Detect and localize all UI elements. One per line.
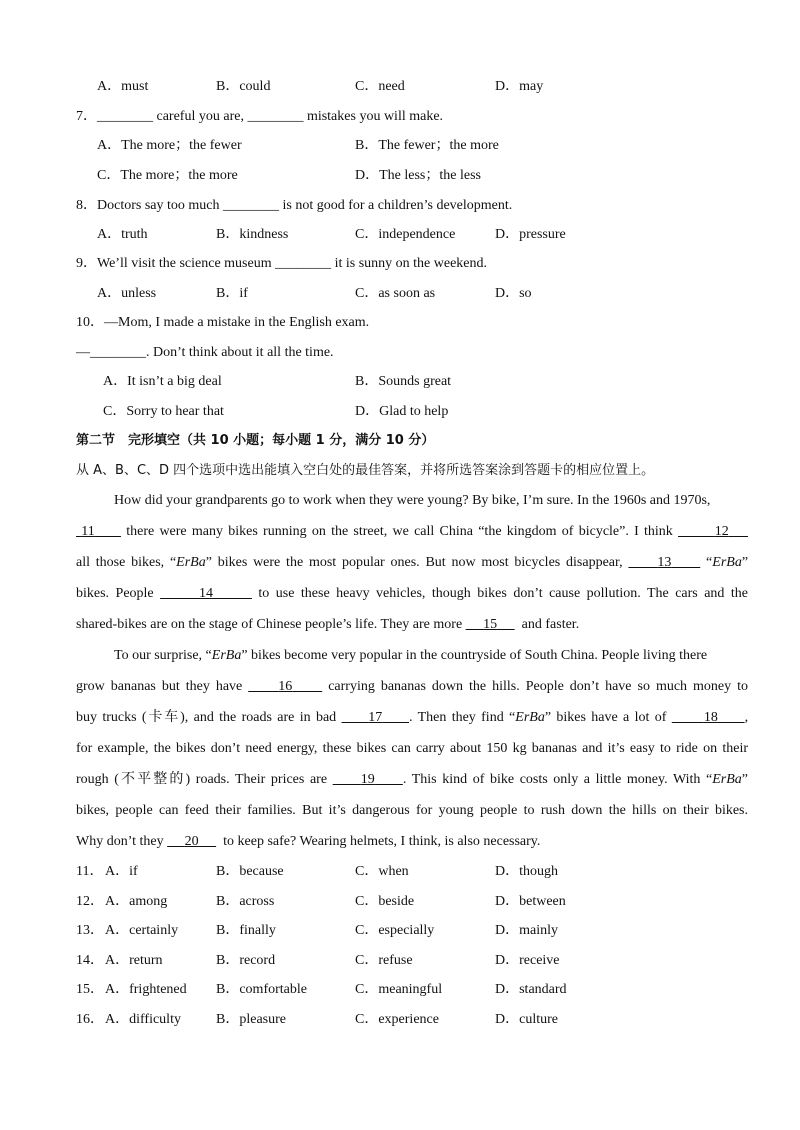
answer-option-b: B．because (216, 864, 284, 879)
q10-option-b: B．Sounds great (355, 374, 452, 389)
q10-stem: 10．—Mom, I made a mistake in the English exam. (76, 315, 370, 330)
passage-line: for example, the bikes don’t need energy, these bikes can carry about 150 kg bananas and it’s easy to ride on their (76, 741, 748, 756)
q8-option-c: C．independence (355, 227, 456, 242)
q6-option-a: A．must (97, 79, 149, 94)
q10-option-a: A．It isn’t a big deal (103, 374, 222, 389)
answer-option-b: B．finally (216, 923, 276, 938)
q6-option-c: C．need (355, 79, 405, 94)
blank-20: 20 (184, 834, 199, 849)
blank-15: 15 (483, 617, 498, 632)
passage-line: 11 there were many bikes running on the street, we call China “the kingdom of bicycle”. I think 12 (76, 523, 748, 554)
passage-line: How did your grandparents go to work when they were young? By bike, I’m sure. In the 1960s and 1970s, (114, 493, 711, 508)
answer-option-d: D．mainly (495, 923, 558, 938)
blank-14: 14 (199, 586, 214, 601)
blank-17: 17 (368, 710, 383, 725)
passage-line: rough (不平整的) roads. Their prices are 19 . This kind of bike costs only a little money. With “ErBa” (76, 772, 749, 787)
q9-option-d: D．so (495, 286, 532, 301)
answer-option-c: C．refuse (355, 953, 413, 968)
answer-option-c: C．experience (355, 1012, 439, 1027)
q7-option-c: C．The more；the more (97, 168, 238, 183)
answer-option-c: C．especially (355, 923, 435, 938)
passage-line: buy trucks (卡车), and the roads are in bad 17 . Then they find “ErBa” bikes have a lot of 18 , (76, 710, 749, 725)
q7-option-d: D．The less；the less (355, 168, 481, 183)
answer-option-b: B．pleasure (216, 1012, 286, 1027)
q7-option-a: A．The more；the fewer (97, 138, 242, 153)
answer-option-b: B．across (216, 894, 275, 909)
q8-option-d: D．pressure (495, 227, 566, 242)
section-title: 第二节 完形填空（共 10 小题；每小题 1 分，满分 10 分） (76, 433, 435, 448)
passage-line: bikes, people can feed their families. But it’s dangerous for young people to rush down the hills on their bikes. (76, 803, 748, 818)
passage-line: To our surprise, “ErBa” bikes become very popular in the countryside of South China. People living there (114, 648, 708, 663)
q9-option-a: A．unless (97, 286, 157, 301)
answer-option-a: A．return (105, 953, 163, 968)
q7-stem: 7．________ careful you are, ________ mistakes you will make. (76, 109, 444, 124)
answer-number: 11． (76, 864, 104, 879)
q8-stem: 8．Doctors say too much ________ is not good for a children’s development. (76, 198, 513, 213)
blank-16: 16 (278, 679, 293, 694)
answer-option-a: A．difficulty (105, 1012, 181, 1027)
q7-option-b: B．The fewer；the more (355, 138, 499, 153)
passage-line: grow bananas but they have 16 carrying bananas down the hills. People don’t have so much money to (76, 679, 749, 694)
answer-number: 15． (76, 982, 104, 997)
answer-option-b: B．record (216, 953, 276, 968)
answer-option-c: C．meaningful (355, 982, 443, 997)
q9-option-b: B．if (216, 286, 248, 301)
blank-13: 13 (657, 555, 672, 570)
q6-option-b: B．could (216, 79, 271, 94)
blank-11: 11 (81, 524, 95, 539)
passage-line: Why don’t they 20 to keep safe? Wearing helmets, I think, is also necessary. (76, 834, 541, 849)
q6-option-d: D．may (495, 79, 544, 94)
answer-option-a: A．certainly (105, 923, 179, 938)
q9-stem: 9．We’ll visit the science museum ________ it is sunny on the weekend. (76, 256, 488, 271)
q9-option-c: C．as soon as (355, 286, 436, 301)
q10-response: —________. Don’t think about it all the time. (76, 345, 334, 360)
passage-line: bikes. People 14 to use these heavy vehicles, though bikes don’t cause pollution. The cars and the (76, 586, 749, 601)
section-instruction: 从 A、B、C、D 四个选项中选出能填入空白处的最佳答案，并将所选答案涂到答题卡的相应位置上。 (76, 463, 655, 478)
blank-19: 19 (360, 772, 375, 787)
answer-option-d: D．culture (495, 1012, 558, 1027)
answer-number: 16． (76, 1012, 104, 1027)
answer-option-d: D．between (495, 894, 566, 909)
q10-option-c: C．Sorry to hear that (103, 404, 224, 419)
answer-number: 14． (76, 953, 104, 968)
answer-option-d: D．standard (495, 982, 567, 997)
blank-18: 18 (703, 710, 718, 725)
answer-option-c: C．when (355, 864, 409, 879)
answer-option-c: C．beside (355, 894, 415, 909)
answer-option-a: A．if (105, 864, 138, 879)
q10-option-d: D．Glad to help (355, 404, 449, 419)
answer-option-a: A．frightened (105, 982, 187, 997)
q8-option-a: A．truth (97, 227, 148, 242)
passage-line: shared-bikes are on the stage of Chinese people’s life. They are more 15 and faster. (76, 617, 580, 632)
answer-option-d: D．receive (495, 953, 560, 968)
q8-option-b: B．kindness (216, 227, 289, 242)
blank-12: 12 (714, 524, 729, 539)
answer-number: 12． (76, 894, 104, 909)
answer-option-a: A．among (105, 894, 168, 909)
answer-number: 13． (76, 923, 104, 938)
answer-option-b: B．comfortable (216, 982, 307, 997)
answer-option-d: D．though (495, 864, 558, 879)
passage-line: all those bikes, “ErBa” bikes were the most popular ones. But now most bicycles disappear, 13 “ErBa” (76, 555, 749, 570)
passage (76, 492, 748, 864)
